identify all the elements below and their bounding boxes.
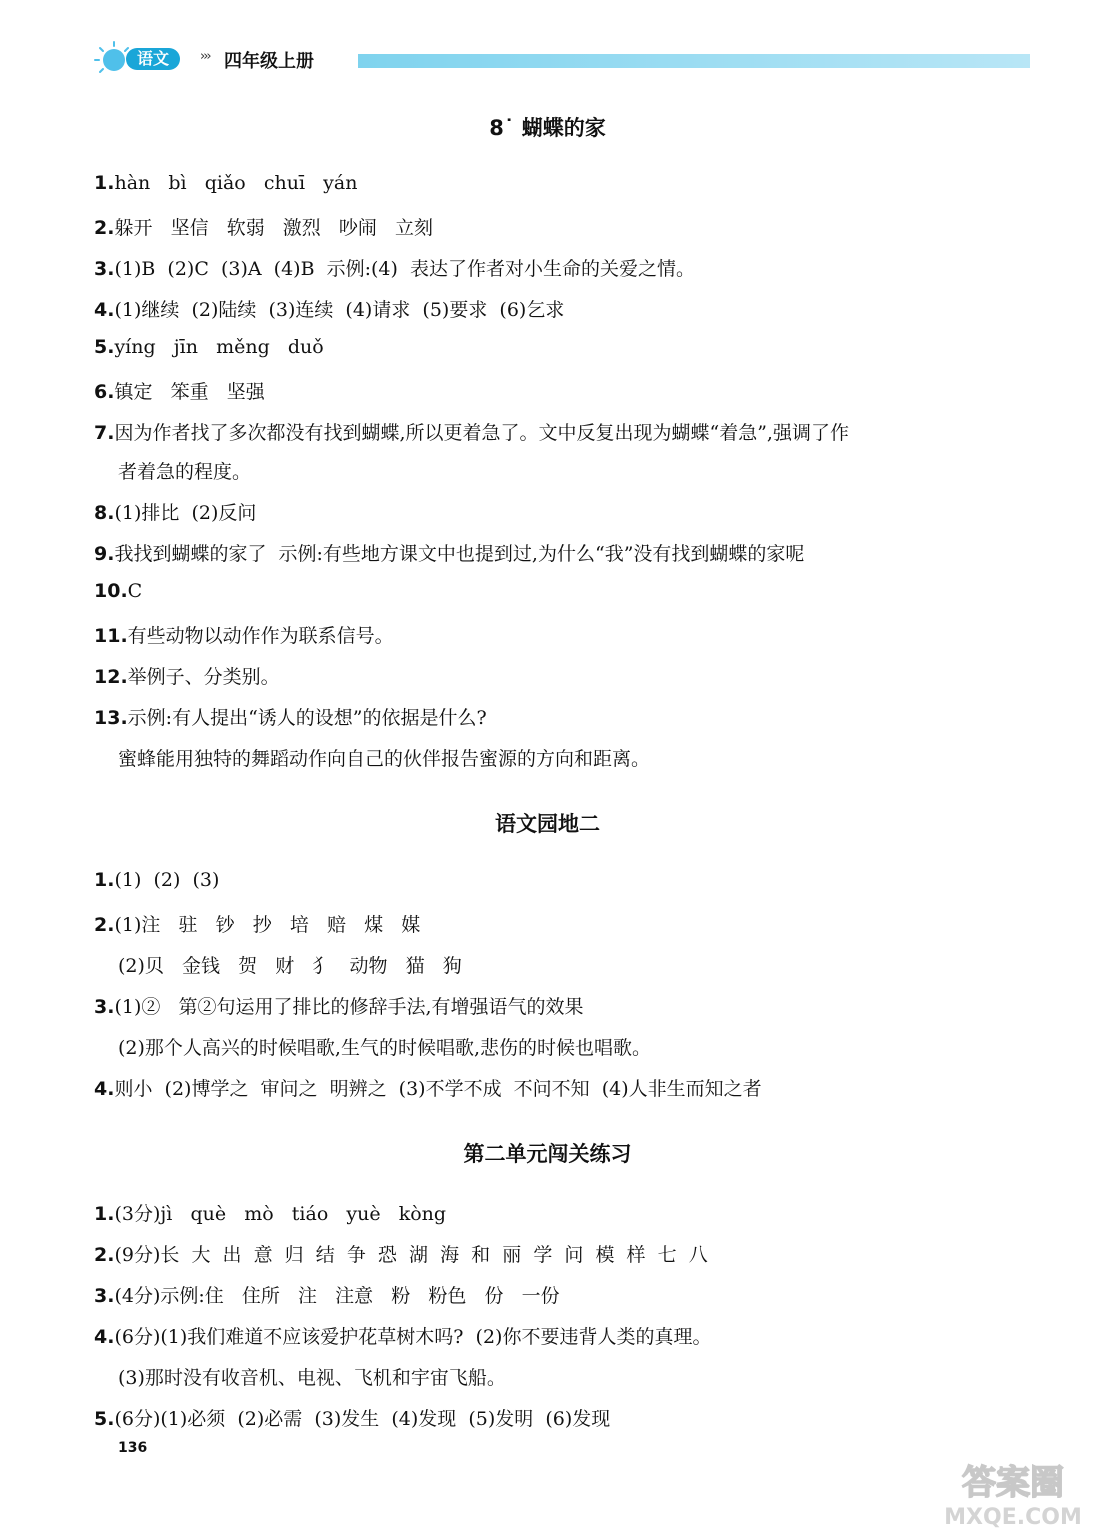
svg-text:MXQE.COM: MXQE.COM xyxy=(944,1505,1082,1530)
page-number: 136 xyxy=(118,1440,148,1456)
chevrons-icon: ››› xyxy=(200,49,210,64)
header-bar xyxy=(358,54,1030,68)
answer-line: 4.(1)继续 (2)陆续 (3)连续 (4)请求 (5)要求 (6)乞求 xyxy=(94,299,565,321)
answer-line-continued: 蜜蜂能用独特的舞蹈动作向自己的伙伴报告蜜源的方向和距离。 xyxy=(118,748,651,770)
watermark-logo xyxy=(938,1456,1088,1532)
answer-line: 2.(9分)长 大 出 意 归 结 争 恐 湖 海 和 丽 学 问 模 样 七 八 xyxy=(94,1244,708,1266)
answer-line: 1.hàn bì qiǎo chuī yán xyxy=(94,172,358,194)
answer-line-continued: (3)那时没有收音机、电视、飞机和宇宙飞船。 xyxy=(118,1367,506,1389)
answer-line: 3.(1)② 第②句运用了排比的修辞手法,有增强语气的效果 xyxy=(94,996,584,1018)
answer-line: 2.躲开 坚信 软弱 激烈 吵闹 立刻 xyxy=(94,217,434,239)
answer-line: 3.(1)B (2)C (3)A (4)B 示例:(4) 表达了作者对小生命的关爱之情。 xyxy=(94,258,696,280)
answer-line: 7.因为作者找了多次都没有找到蝴蝶,所以更着急了。文中反复出现为蝴蝶“着急”,强调了作 xyxy=(94,422,849,444)
answer-line-continued: (2)那个人高兴的时候唱歌,生气的时候唱歌,悲伤的时候也唱歌。 xyxy=(118,1037,651,1059)
page-header xyxy=(90,40,1030,80)
answer-line-continued: (2)贝 金钱 贺 财 犭 动物 猫 狗 xyxy=(118,955,462,977)
answer-line: 9.我找到蝴蝶的家了 示例:有些地方课文中也提到过,为什么“我”没有找到蝴蝶的家呢 xyxy=(94,543,805,565)
answer-line: 13.示例:有人提出“诱人的设想”的依据是什么? xyxy=(94,707,487,729)
answer-line: 5.yíng jīn měng duǒ xyxy=(94,336,324,358)
answer-line: 10.C xyxy=(94,580,143,602)
subject-badge: 语文 xyxy=(126,48,180,70)
section-title: 第二单元闯关练习 xyxy=(463,1142,632,1166)
grade-label: 四年级上册 xyxy=(224,51,314,72)
answer-line: 5.(6分)(1)必须 (2)必需 (3)发生 (4)发现 (5)发明 (6)发现 xyxy=(94,1408,611,1430)
answer-line: 8.(1)排比 (2)反问 xyxy=(94,502,257,524)
answer-line: 2.(1)注 驻 钞 抄 培 赔 煤 媒 xyxy=(94,914,421,936)
answer-line: 1.(3分)jì què mò tiáo yuè kòng xyxy=(94,1203,447,1225)
answer-line: 4.(6分)(1)我们难道不应该爱护花草树木吗? (2)你不要违背人类的真理。 xyxy=(94,1326,712,1348)
answer-line: 1.(1) (2) (3) xyxy=(94,869,220,891)
answer-line: 12.举例子、分类别。 xyxy=(94,666,280,688)
section-title: 8˙ 蝴蝶的家 xyxy=(489,116,606,140)
answer-line: 3.(4分)示例:住 住所 注 注意 粉 粉色 份 一份 xyxy=(94,1285,560,1307)
svg-text:答案圈: 答案圈 xyxy=(962,1463,1064,1503)
answer-line: 11.有些动物以动作作为联系信号。 xyxy=(94,625,394,647)
answer-line: 4.则小 (2)博学之 审问之 明辨之 (3)不学不成 不问不知 (4)人非生而知之者 xyxy=(94,1078,762,1100)
answer-line-continued: 者着急的程度。 xyxy=(118,461,252,483)
answer-line: 6.镇定 笨重 坚强 xyxy=(94,381,265,403)
section-title: 语文园地二 xyxy=(495,812,600,836)
